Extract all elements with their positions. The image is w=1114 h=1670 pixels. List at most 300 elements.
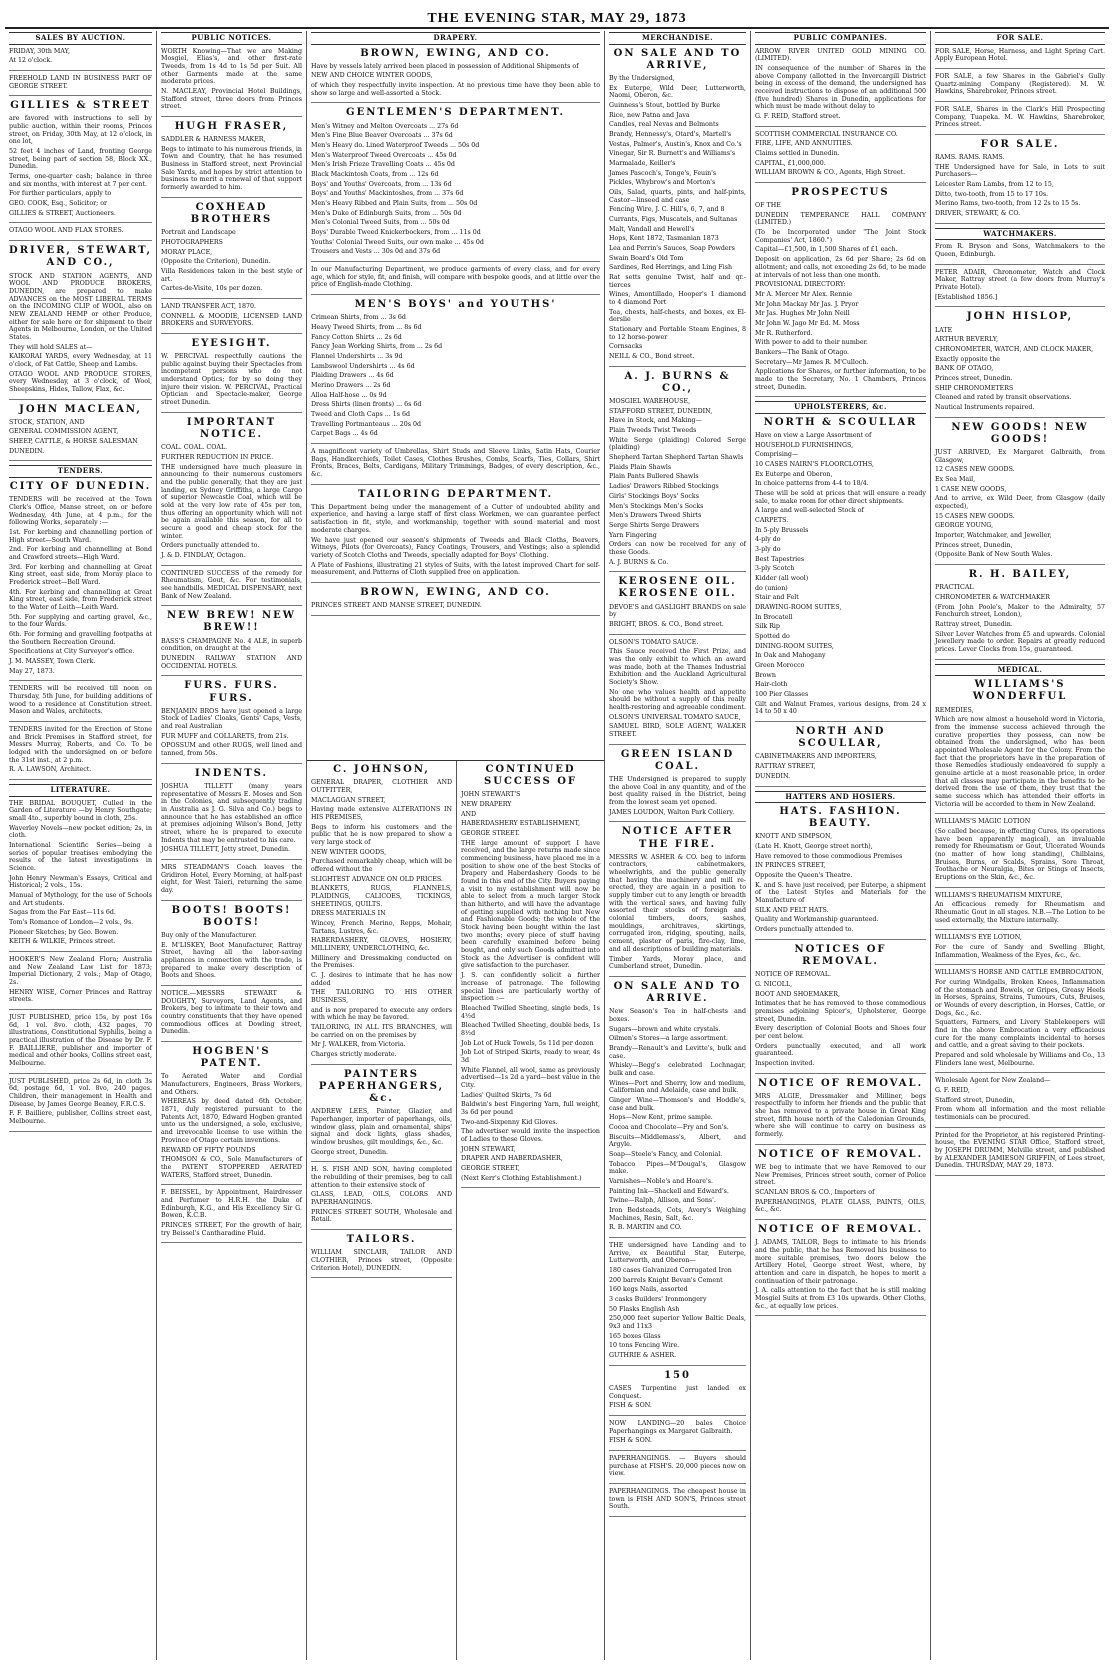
ad-headline: DRIVER, STEWART, AND CO., — [9, 245, 152, 269]
section-heading: FOR SALE. — [935, 32, 1105, 45]
ad-text-line: BASS'S CHAMPAGNE No. 4 ALE, in superb condition, on draught at the — [161, 637, 302, 653]
advertisement — [755, 1224, 926, 1316]
ad-text-line: Swain Board's Old Tom — [609, 254, 684, 262]
advertisement — [161, 417, 302, 566]
ad-text-line: J. & D. FINDLAY, Octagon. — [161, 551, 246, 559]
ad-headline: MEN'S BOYS' and YOUTHS' — [354, 299, 557, 311]
ad-text-line: KNOTT AND SIMPSON, — [755, 833, 833, 841]
advertisement — [609, 639, 746, 745]
ad-text-line: Mr R. Rutherford. — [755, 329, 813, 337]
ad-text-line: 160 kegs Nails, assorted — [609, 1286, 688, 1294]
ad-text-line: IN consequence of the number of Shares in the above Company (allotted in the Invercargill District being in excess of the demand, the undersigned has received instructions to dispose of an additional 500 (five hundred) Shares in Dunedin, applications for which must be made without delay to — [755, 64, 926, 111]
ad-text-line: 3rd. For kerbing and channelling at Great King street, east side, from Moray place to Frederick street—Bell Ward. — [9, 563, 152, 586]
ad-text-line: Men's Witney and Melton Overcoats ... 27s 6d — [311, 122, 459, 130]
ad-text-line: GLASS, LEAD, OILS, COLORS AND PAPERHANGINGS. — [311, 1191, 452, 1206]
ad-text-line: Whisky—Begg's celebrated Lochnagar, bulk and case. — [609, 1062, 746, 1077]
ad-text-line: (Opposite Bank of New South Wales. — [935, 551, 1053, 559]
advertisement — [935, 969, 1105, 1073]
ad-text-line: George street, Dunedin. — [311, 1148, 389, 1156]
ad-text-line: R. A. LAWSON, Architect. — [9, 766, 92, 774]
ad-text-line: PAPERHANGINGS. — Buyers should purchase at FISH'S. 20,000 pieces now on view. — [609, 1454, 746, 1478]
advertisement — [9, 245, 152, 399]
ad-text-line: 165 boxes Glass — [609, 1332, 661, 1340]
ad-text-line: NOTICE OF REMOVAL. — [755, 971, 831, 979]
ad-text-line: Varnishes—Noble's and Hoare's. — [609, 1177, 713, 1185]
ad-text-line: WILLIAMS'S RHEUMATISM MIXTURE, — [935, 891, 1063, 899]
ad-text-line: J. S. can confidently solicit a further increase of patronage. The following special lines are particularly worthy of inspection :— — [461, 972, 600, 1003]
advertisement — [935, 311, 1105, 417]
ad-text-line: SHEEP, CATTLE, & HORSE SALESMAN — [9, 438, 138, 446]
ad-text-line: THE Undersigned have for Sale, in Lots to suit Purchasers— — [935, 163, 1105, 179]
ad-text-line: By the Undersigned, — [609, 74, 675, 82]
ad-text-line: These will be sold at prices that will ensure a ready sale, to make room for other direct shipments. — [755, 489, 926, 505]
ad-text-line: 50 Flasks English Ash — [609, 1305, 680, 1313]
ad-text-line: BENJAMIN BROS have just opened a large Stock of Ladies' Cloaks, Gents' Caps, Vests, and real Australian — [161, 707, 302, 731]
ad-text-line: Ex Sea Mail, — [935, 475, 976, 483]
section-heading: UPHOLSTERERS, &c. — [755, 401, 926, 414]
ad-text-line: They will hold SALES at— — [9, 343, 93, 351]
ad-text-line: Have in Stock, and Making— — [609, 417, 702, 425]
ad-text-line: Silver Lever Watches from £5 and upwards. Colonial Jewellery made to order. Repairs at greatly reduced prices. Lever Clocks from 15s, guaranteed. — [935, 630, 1105, 653]
ad-text-line: 5th. For supplying and carting gravel, &c., to the four Wards. — [9, 613, 152, 629]
ad-text-line: Cleaned and rated by transit observations. — [935, 394, 1072, 402]
ad-text-line: 12 CASES NEW GOODS. — [935, 466, 1015, 474]
advertisement — [609, 749, 746, 823]
ad-text-line: Brown — [755, 671, 776, 679]
ad-text-line: MOSGIEL WAREHOUSE, — [609, 398, 691, 406]
ad-text-line: Having made extensive ALTERATIONS IN HIS PREMISES, — [311, 806, 452, 821]
ad-text-line: 1 CASE NEW GOODS, — [935, 485, 1007, 493]
advertisement — [935, 892, 1105, 931]
ad-text-line: Lea and Perrin's Sauces, Soap Powders — [609, 245, 735, 252]
ad-text-line: Shepherd Tartan Shepherd Tartan Shawls — [609, 454, 744, 462]
advertisement — [609, 1242, 746, 1366]
advertisement — [311, 299, 600, 444]
ad-text-line: Villa Residences taken in the best style of art. — [161, 267, 302, 283]
ad-text-line: Tweed and Cloth Caps ... 1s 6d — [311, 410, 411, 418]
ad-text-line: Wines, Amontillado, Hooper's 1 diamond to 4 diamond Port — [609, 291, 746, 307]
ad-text-line: NEILL & CO., Bond street. — [609, 353, 695, 361]
ad-text-line: James Pascoch's, Tonge's, Feuin's — [609, 169, 717, 177]
ad-text-line: NOW LANDING—20 bales Choice Paperhangings ex Margaret Galbraith. — [609, 1419, 746, 1435]
ad-headline: NORTH & SCOULLAR — [763, 416, 918, 428]
ad-text-line: Girls' Stockings Boys' Socks — [609, 492, 699, 500]
ad-text-line: Painting Ink—Shackell and Edward's. — [609, 1187, 729, 1195]
ad-text-line: WILLIAMS'S MAGIC LOTION — [935, 818, 1031, 826]
ad-text-line: For the cure of Sandy and Swelling Blight, Inflammation, Weakness of the Eyes, &c., &c. — [935, 943, 1105, 959]
ad-text-line: of which they respectfully invite inspection. At no previous time have they been able to show so large and well-assorted a Stock. — [311, 82, 600, 97]
section-heading: TENDERS. — [9, 465, 152, 478]
page-column — [751, 31, 931, 1660]
ad-text-line: 6th. For forming and gravelling footpaths at the Southern Recreation Ground. — [9, 630, 152, 646]
ad-text-line: PHOTOGRAPHERS — [161, 238, 223, 246]
section-heading: LITERATURE. — [9, 784, 152, 797]
ad-text-line: Wholesale Agent for New Zealand— — [935, 1077, 1051, 1085]
ad-text-line: Cornsacks — [609, 343, 643, 351]
ad-text-line: (From John Poole's, Maker to the Admiralty, 57 Fenchurch street, London), — [935, 603, 1105, 619]
advertisement — [935, 1077, 1105, 1127]
ad-text-line: OTAGO WOOL AND PRODUCE STORES, every Wednesday, at 3 o'clock, of Wool, Sheepskins, Hides, Tallow, Flax, &c. — [9, 370, 152, 393]
ad-text-line: THE undersigned have much pleasure in announcing to their numerous customers and the public generally, that they are just landing, ex Sydney Griffiths, a large Cargo of superior Newcastle Coal, which will be sold at the very low rate of 45s per ton, thus offering an opportunity which will not be again available this season, for all to secure a good and cheap stock for the winter. — [161, 463, 302, 540]
advertisement — [755, 417, 926, 722]
ad-text-line: Best Tapestries — [755, 555, 805, 563]
ad-text-line: Fancy Cotton Shirts ... 2s 6d — [311, 333, 402, 341]
advertisement — [609, 576, 746, 634]
ad-text-line: For further particulars, apply to — [9, 190, 112, 198]
ad-headline: PROSPECTUS — [791, 186, 890, 198]
ad-text-line: SLIGHTEST ADVANCE ON OLD PRICES. — [311, 875, 443, 883]
ad-text-line: Mr John W. Jago Mr Ed. M. Moss — [755, 319, 860, 327]
ad-headline: COXHEAD BROTHERS — [190, 201, 273, 225]
ad-text-line: FRIDAY, 30th MAY, — [9, 47, 70, 55]
ad-text-line: [Established 1856.] — [935, 293, 998, 301]
advertisement — [311, 1234, 452, 1278]
ad-headline: TAILORING DEPARTMENT. — [357, 488, 554, 500]
ad-text-line: CABINETMAKERS AND IMPORTERS, — [755, 753, 877, 761]
ad-text-line: Sugars—brown and white crystals. — [609, 1025, 721, 1033]
ad-headline: BROWN, EWING, AND CO. — [360, 586, 551, 598]
ad-text-line: Bleached Twilled Sheeting, double beds, 1s 8½d — [461, 1022, 600, 1037]
ad-text-line: THOMSON & CO., Sole Manufacturers of the PATENT STOPPERED AERATED WATERS, Stafford street, Dunedin. — [161, 1156, 302, 1179]
ad-text-line: G. F. REID, — [935, 1087, 970, 1095]
ad-text-line: No one who values health and appetite should be without a supply of this really health-restoring and agreeable condiment. — [609, 688, 746, 711]
ad-text-line: Rattray street, Dunedin. — [935, 620, 1013, 628]
ad-text-line: R. B. MARTIN and CO. — [609, 1224, 682, 1232]
page-column — [307, 31, 605, 761]
ad-text-line: JUST PUBLISHED, price 2s 6d, in cloth 3s 6d, postage 6d, 1 vol. 8vo, 240 pages. Children, their management in Health and Disease, by James George Beaney, F.R.C.S. — [9, 1077, 152, 1108]
ad-text-line: Marmalade, Keiller's — [609, 159, 676, 167]
ad-text-line: Portrait and Landscape — [161, 229, 236, 237]
ad-text-line: G. NICOLL, — [755, 980, 793, 988]
advertisement — [161, 202, 302, 299]
ad-text-line: THE Undersigned is prepared to supply the above Coal in any quantity, and of the best quality raised in the District, being from the lowest seam yet opened. — [609, 776, 746, 807]
section-heading: PUBLIC NOTICES. — [161, 32, 302, 45]
ad-text-line: Travelling Portmanteaus ... 20s 0d — [311, 420, 422, 428]
ad-text-line: REWARD OF FIFTY POUNDS — [161, 1146, 256, 1154]
ad-text-line: SADDLER & HARNESS MAKER, — [161, 136, 266, 144]
ad-text-line: DUNEDIN RAILWAY STATION AND OCCIDENTAL HOTELS. — [161, 654, 302, 670]
ad-text-line: E. M'LISKEY, Boot Manufacturer, Rattray Street, having all the labor-saving appliances in connection with the trade, is prepared to make every description of Boots and Shoes. — [161, 941, 302, 980]
ad-text-line: Hair-cloth — [755, 681, 788, 689]
ad-text-line: (Opposite the Criterion), Dunedin. — [161, 258, 271, 266]
ad-text-line: GENERAL DRAPER, CLOTHIER AND OUTFITTER, — [311, 779, 452, 794]
ad-text-line: A magnificent variety of Umbrellas, Shirt Studs and Sleeve Links, Satin Hats, Courier Bags, Handkerchiefs, Toilet Cases, Clothes Brushes, Combs, Scarfs, Ties, Collars, Shirt Fronts, Braces, Belts, Cardigans, Military Trimmings, Badges, of every description, &c., &c. — [311, 447, 600, 478]
ad-text-line: Claims settled in Dunedin. — [755, 149, 840, 157]
ad-headline: ON SALE AND TO ARRIVE, — [613, 47, 742, 71]
ad-text-line: To Aerated Water and Cordial Manufacturers, Engineers, Brass Workers, and Others. — [161, 1073, 302, 1096]
ad-text-line: Iron Bedsteads, Cots, Avery's Weighing Machines, Resin, Salt, &c. — [609, 1207, 746, 1222]
advertisement — [311, 587, 600, 616]
ad-headline: C. JOHNSON, — [333, 764, 430, 775]
ad-text-line: HOOKER'S New Zealand Flora; Australia and New Zealand Law List for 1873; Imperial Dictionary, 2 vols.; Map of Otago, 2s. — [9, 955, 152, 986]
ad-text-line: 3-ply do — [755, 546, 781, 554]
ad-text-line: Merino Drawers ... 2s 6d — [311, 381, 391, 389]
advertisement — [161, 990, 302, 1042]
advertisement — [935, 818, 1105, 887]
advertisement — [609, 981, 746, 1238]
ad-text-line: AND — [461, 810, 477, 818]
ad-text-line: Wincey, French Merino, Repps, Mohair, Tartans, Lustres, &c. — [311, 919, 452, 935]
ad-text-line: COAL. COAL. COAL. — [161, 444, 228, 452]
ad-text-line: Leicester Ram Lambs, from 12 to 15, — [935, 181, 1054, 189]
ad-text-line: 180 cases Galvanized Corrugated Iron — [609, 1267, 732, 1275]
ad-text-line: Tea, chests, half-chests, and boxes, ex El-derslie — [609, 308, 746, 324]
ad-text-line: PAPERHANGINGS. The cheapest house in town is FISH AND SON'S, Princes street South. — [609, 1487, 746, 1511]
advertisement — [755, 806, 926, 940]
ad-text-line: In Oak and Mahogany — [755, 652, 826, 660]
ad-headline: GENTLEMEN'S DEPARTMENT. — [346, 107, 565, 119]
ad-text-line: Have on view a Large Assortment of — [755, 431, 872, 439]
ad-text-line: ANDREW LEES, Painter, Glazier, and Paperhanger, importer of paperhangs, oils, window glass, plain and ornamental, ships' signal and dock lights, glass shades, window brushes, gilt mouldings, &c., &c. — [311, 1108, 452, 1146]
ad-text-line: Men's Heavy Ribbed and Plain Suits, from ... 50s 0d — [311, 199, 478, 207]
ad-text-line: FREEHOLD LAND IN BUSINESS PART OF GEORGE STREET. — [9, 74, 152, 90]
ad-headline: WILLIAMS'S WONDERFUL — [972, 679, 1068, 703]
ad-text-line: PRACTICAL — [935, 584, 974, 592]
ad-text-line: (So called because, in effecting Cures, its operations have been apparently magical), an invaluable remedy for Rheumatism or Gout, Ulcerated Wounds (no matter of how long standing), Chilblains, Bruises, Burns, or Scalds, Sprains, Sore Throat, Toothache or Neuralgia, Bites or Stings of Insects, Eruptions on the Skin, &c., &c. — [935, 827, 1105, 881]
advertisement — [161, 303, 302, 334]
ad-text-line: Two-and-Sixpenny Kid Gloves. — [461, 1118, 558, 1126]
ad-text-line: John Henry Newman's Essays, Critical and Historical; 2 vols., 15s. — [9, 874, 152, 890]
ad-text-line: Terms, one-quarter cash; balance in three and six months, with interest at 7 per cent. — [9, 173, 152, 188]
ad-text-line: Secretary—Mr James R. M'Culloch. — [755, 358, 869, 366]
ad-text-line: Waverley Novels—new pocket edition; 2s, in cloth. — [9, 824, 152, 840]
ad-text-line: Malt, Vandall and Hewell's — [609, 225, 695, 233]
advertisement — [935, 679, 1105, 814]
ad-text-line: Ditto, two-tooth, from 15 to 17 10s. — [935, 190, 1049, 198]
advertisement — [935, 1132, 1105, 1176]
ad-text-line: Begs to intimate to his numerous friends, in Town and Country, that he has resumed Business in Stafford street, next Provincial Sale Yards, and hopes by strict attention to business to merit a renewal of that support formerly awarded to him. — [161, 145, 302, 192]
ad-headline: GILLIES & STREET — [10, 100, 151, 112]
ad-text-line: are favored with instructions to sell by public auction, within their rooms, Princes street, on Friday, 30th May, at 12 o'clock, in one lot, — [9, 115, 152, 146]
advertisement — [161, 610, 302, 676]
section-heading: MERCHANDISE. — [609, 32, 746, 45]
ad-text-line: Bleached Twilled Sheeting, single beds, 1s 4½d — [461, 1004, 600, 1020]
ad-text-line: Black Mackintosh Coats, from ... 12s 6d — [311, 170, 439, 178]
ad-text-line: Prepared and sold wholesale by Williams and Co., 13 Flinders lane west, Melbourne. — [935, 1052, 1105, 1067]
ad-text-line: Oilmen's Stores—a large assortment. — [609, 1035, 728, 1043]
ad-text-line: International Scientific Series—being a series of popular treatises embodying the results of the latest investigations in Science. — [9, 841, 152, 872]
ad-text-line: Bankers—The Bank of Otago. — [755, 348, 850, 356]
ad-text-line: H. S. FISH AND SON, having completed the rebuilding of their premises, beg to call attention to their extensive stock of — [311, 1166, 452, 1189]
ad-text-line: KAIKORAI YARDS, every Wednesday, at 11 o'clock, of Fat Cattle, Sheep and Lambs. — [9, 353, 152, 368]
advertisement — [161, 121, 302, 198]
ad-text-line: 4-ply do — [755, 536, 781, 544]
ad-text-line: KEITH & WILKIE, Princes street. — [9, 938, 116, 946]
advertisement — [755, 131, 926, 183]
ad-text-line: Ladies' Drawers Ribbed Stockings — [609, 483, 719, 491]
ad-text-line: 1st. For kerbing and channelling portion of High street—South Ward. — [9, 528, 152, 544]
ad-headline: CITY OF DUNEDIN. — [9, 481, 152, 492]
advertisement — [9, 685, 152, 722]
ad-headline: NOTICES OF REMOVAL. — [794, 943, 887, 967]
ad-text-line: Lambswool Undershirts ... 4s 6d — [311, 362, 415, 370]
ad-text-line: Applications for Shares, or further information, to be made to the Secretary, No. 1 Chambers, Princes street, Dunedin. — [755, 368, 926, 391]
advertisement — [755, 187, 926, 397]
ad-text-line: Spotted do — [755, 633, 790, 641]
ad-text-line: J. A. calls attention to the fact that he is still making Mosgiel Suits at from £3 10s upwards. Other Cloths, &c., at equally low prices. — [755, 1287, 926, 1310]
ad-headline: PAINTERS PAPERHANGERS, &c. — [318, 1068, 445, 1105]
ad-headline: JOHN MACLEAN, — [19, 403, 142, 415]
ad-text-line: Soap—Steele's Fancy, and Colonial. — [609, 1150, 723, 1158]
ad-text-line: Youths' Colonial Tweed Suits, our own make ... 45s 0d — [311, 238, 484, 246]
ad-text-line: Begs to inform his customers and the public that he is now prepared to show a very large stock of — [311, 823, 452, 846]
advertisement — [935, 106, 1105, 135]
ad-text-line: Tobacco Pipes—M'Dougal's, Glasgow make. — [609, 1160, 746, 1176]
advertisement — [9, 956, 152, 1010]
ad-text-line: The advertiser would invite the inspection of Ladies to these Gloves. — [461, 1128, 600, 1143]
ad-headline: NOTICE OF REMOVAL. — [757, 1224, 924, 1235]
ad-text-line: DRAPER AND HABERDASHER, — [461, 1155, 563, 1163]
ad-text-line: FUR MUFF and COLLARETS, from 21s. — [161, 732, 289, 740]
ad-text-line: New Season's Tea in half-chests and boxes. — [609, 1008, 746, 1023]
ad-text-line: Kidder (all wool) — [755, 575, 809, 583]
ad-text-line: LAND TRANSFER ACT, 1870. — [161, 302, 256, 310]
advertisement — [9, 100, 152, 223]
ad-text-line: OF THE — [755, 202, 781, 210]
advertisement — [935, 243, 1105, 264]
ad-text-line: SCANLAN BROS & CO., Importers of — [755, 1188, 875, 1196]
ad-text-line: This Department being under the management of a Cutter of undoubted ability and experience, and having a large staff of first class Workmen, we can guarantee perfect satisfaction in fit, style, and workmanship, together with sound material and most moderate charges. — [311, 503, 600, 534]
ad-text-line: Rat setts genuine Twist, half and qr.-tierces — [609, 274, 746, 289]
ad-text-line: JUST PUBLISHED, price 15s, by post 16s 6d, 1 vol. 8vo. cloth, 432 pages, 70 illustrations, Constitutional Syphilis, being a practical illustration of the Disease by Dr. F. F. BAILLIERE, publisher and importer of medical and other books, Collins street east, Melbourne. — [9, 1014, 152, 1068]
ad-text-line: Ex Euterpe and Oberon, — [755, 470, 833, 478]
ad-text-line: Ex Euterpe, Wild Deer, Lutterworth, Naomi, Oberon, &c. — [609, 84, 746, 100]
ad-text-line: DUNEDIN. — [9, 447, 45, 455]
advertisement — [609, 48, 746, 367]
ad-text-line: Vinegar, Sir R. Burnett's and Williams's — [609, 150, 736, 158]
ad-text-line: RATTRAY STREET, — [755, 763, 816, 771]
ad-text-line: F. BEISSEL, by Appointment, Hairdresser and Perfumer to H.R.H. the Duke of Edinburgh, K.G., and His Excellency Sir G. Bowen, K.C.B. — [161, 1189, 302, 1220]
ad-text-line: White Serge (plaiding) Colored Serge (plaiding) — [609, 436, 746, 452]
ad-text-line: Plaiding Drawers ... 4s 6d — [311, 372, 394, 380]
ad-text-line: WILLIAM SINCLAIR, TAILOR AND CLOTHIER, Princes street, (Opposite Criterion Hotel), DUNEDIN. — [311, 1249, 452, 1272]
ad-text-line: and is now prepared to execute any orders with which he may be favored. — [311, 1006, 452, 1022]
ad-text-line: F. F. Bailliere, publisher, Collins street east, Melbourne. — [9, 1110, 152, 1126]
ad-text-line: Boys' and Youths' Overcoats, from ... 13s 6d — [311, 180, 452, 188]
page-column — [457, 761, 605, 1660]
ad-text-line: HABERDASHERY, GLOVES, HOSIERY, MILLINERY, UNDERCLOTHING, &c. — [311, 937, 452, 952]
ad-text-line: Fencing Wire, J. C. Hill's, 6, 7, and 8 — [609, 206, 725, 214]
ad-text-line: NOTICE.—MESSRS STEWART & DOUGHTY, Surveyors, Land Agents, and Brokers, beg to intimate to their town and country constituents that they have opened commodious offices at Dowling street, Dunedin. — [161, 990, 302, 1036]
ad-text-line: Opposite the Queen's Theatre. — [755, 872, 853, 880]
page-column — [605, 31, 751, 1660]
ad-text-line: THE undersigned have Landing and to Arrive, ex Beautiful Star, Euterpe, Lutterworth, and Oberon— — [609, 1242, 746, 1265]
advertisement — [9, 75, 152, 96]
ad-headline: NORTH AND SCOULLAR, — [795, 726, 886, 750]
ad-text-line: GEORGE YOUNG, — [935, 522, 994, 530]
ad-text-line: MRS ALGIE, Dressmaker and Milliner, begs respectfully to inform her friends and the public that she has removed to a private house in Great King street, fifth house north of the Caledonian Grounds, where she will continue to carry on business as formerly. — [755, 1092, 926, 1139]
advertisement — [311, 489, 600, 583]
ad-text-line: 10 tons Fencing Wire. — [609, 1342, 680, 1350]
ad-text-line: Oils, Salad, quarts, pints, and half-pints, Castor—linseed and case — [609, 188, 746, 204]
ad-text-line: Mr John Mackay Mr Jas. J. Pryor — [755, 300, 859, 308]
ad-text-line: Have removed to those commodious Premises — [755, 852, 903, 860]
ad-text-line: FISH & SON. — [609, 1437, 652, 1445]
ad-text-line: DUNEDIN. — [755, 772, 791, 780]
advertisement — [9, 48, 152, 71]
ad-text-line: Trousers and Vests ... 30s 0d and 37s 6d — [311, 248, 441, 256]
ad-text-line: ARROW RIVER UNITED GOLD MINING CO. (LIMITED). — [755, 47, 926, 63]
ad-text-line: DUNEDIN TEMPERANCE HALL COMPANY (LIMITED.) — [755, 211, 926, 227]
advertisement — [161, 338, 302, 413]
ad-text-line: 100 Pier Glasses — [755, 691, 809, 699]
section-heading: SALES BY AUCTION. — [9, 32, 152, 45]
ad-headline: FOR SALE. — [980, 138, 1060, 150]
ad-text-line: Intimates that he has removed to those commodious premises adjoining Spicer's, Upholsterer, George street, Dunedin. — [755, 1000, 926, 1023]
ad-text-line: Flannel Undershirts ... 3s 9d — [311, 352, 403, 360]
ad-text-line: A large and well-selected Stock of — [755, 507, 864, 515]
ad-text-line: OLSON'S UNIVERSAL TOMATO SAUCE, — [609, 713, 741, 721]
ad-text-line: Millinery and Dressmaking conducted on the Premises. — [311, 954, 452, 970]
ad-text-line: Carpet Bags ... 4s 6d — [311, 430, 378, 438]
advertisement — [311, 266, 600, 295]
ad-text-line: Buy only of the Manufacturer. — [161, 932, 257, 940]
ad-text-line: J. ADAMS, TAILOR, Begs to intimate to his friends and the public, that he has Removed his business to more suitable premises, two doors below the Artillery Hotel, George street West, where, by attention and care in dispatch, he hopes to merit a continuation of their patronage. — [755, 1239, 926, 1285]
ad-text-line: HENRY WISE, Corner Princes and Rattray streets. — [9, 988, 152, 1004]
ad-text-line: Job Lot of Huck Towels, 5s 11d per dozen — [461, 1039, 594, 1047]
advertisement — [311, 764, 452, 1065]
ad-text-line: SAMUEL BIRD, SOLE AGENT, WALKER STREET. — [609, 723, 746, 738]
ad-text-line: FOR SALE, Shares in the Clark's Hill Prospecting Company, Tuapeka. M. W. Hawkins, Sharebroker, Princes street. — [935, 105, 1105, 129]
ad-text-line: FURTHER REDUCTION IN PRICE. — [161, 453, 274, 461]
advertisement — [9, 726, 152, 780]
ad-text-line: Twine—Ralph, Allison, and Sons'. — [609, 1197, 716, 1205]
ad-text-line: Fancy Jean Working Shirts, from ... 2s 6d — [311, 343, 443, 351]
ad-text-line: Dress Shirts (linen fronts) ... 6s 6d — [311, 401, 422, 409]
advertisement — [935, 269, 1105, 308]
ad-text-line: PRINCES STREET SOUTH, Wholesale and Retail. — [311, 1208, 452, 1224]
ad-text-line: Men's Heavy do. Lined Waterproof Tweeds ... 50s 0d — [311, 141, 480, 149]
ad-text-line: DRAWING-ROOM SUITES, — [755, 604, 842, 612]
ad-text-line: For curing Windgalls, Broken Knees, Inflammation of the stomach and Bowels, or Gripes, Greasy Heels in Horses, Sprains, Strains, Tumours, Cuts, Bruises, or Wounds of every description, in Horses, Cattle, or Dogs, &c., &c. — [935, 978, 1105, 1017]
ad-text-line: JAMES LOUDON, Walton Park Colliery. — [609, 808, 735, 816]
ad-text-line: GILLIES & STREET, Auctioneers. — [9, 209, 116, 217]
ad-text-line: In our Manufacturing Department, we produce garments of every class, and for every age, which for style, fit, and finish, will compare with bespoke goods, and at little over the price of English-made Clothing. — [311, 266, 600, 289]
ad-text-line: WILLIAMS'S EYE LOTION, — [935, 934, 1022, 942]
ad-text-line: Orders can now be received for any of these Goods. — [609, 541, 746, 556]
ad-text-line: Boys' Durable Tweed Knickerbockers, from ... 11s 0d — [311, 228, 481, 236]
ad-text-line: Men's Duke of Edinburgh Suits, from ... 50s 0d — [311, 209, 462, 217]
advertisement — [935, 139, 1105, 224]
section-heading: DRAPERY. — [311, 32, 600, 45]
ad-text-line: BLANKETS, RUGS, FLANNELS, PLAIDINGS, CALICOES, TICKINGS, SHEETINGS, QUILTS. — [311, 885, 452, 908]
advertisement — [609, 371, 746, 572]
ad-text-line: From R. Bryson and Sons, Watchmakers to the Queen, Edinburgh. — [935, 243, 1105, 258]
advertisement — [9, 227, 152, 241]
ad-text-line: DRIVER, STEWART, & CO. — [935, 210, 1021, 218]
ad-text-line: REMEDIES, — [935, 706, 974, 714]
ad-text-line: LATE — [935, 326, 953, 334]
ad-text-line: Rice, new Patna and Java — [609, 111, 690, 119]
ad-text-line: CASES Turpentine just landed ex Conquest. — [609, 1384, 746, 1400]
advertisement — [161, 864, 302, 901]
newspaper-page — [5, 5, 1109, 1660]
ad-text-line: Squatters, Farmers, and Livery Stablekeepers will find in the above Embrocation a very efficacious cure for the many complaints incidental to horses and cattle, and a great saving to their pockets. — [935, 1019, 1105, 1050]
ad-text-line: In choice patterns from 4-4 to 18/4. — [755, 480, 869, 488]
ad-text-line: Men's Waterproof Tweed Overcoats ... 45s 0d — [311, 151, 457, 159]
advertisement — [161, 570, 302, 607]
advertisement — [935, 48, 1105, 69]
ad-text-line: Pickles, Whybrow's and Morton's — [609, 179, 716, 187]
ad-text-line: 200 barrels Knight Bevan's Cement — [609, 1276, 723, 1284]
ad-text-line: Boys' and Youths' Mackintoshes, from ... 37s 6d — [311, 190, 464, 198]
ad-text-line: OPOSSUM and other RUGS, well lined and tanned, from 50s. — [161, 742, 302, 758]
ad-headline: JOHN HISLOP, — [966, 311, 1074, 323]
ad-text-line: With power to add to their number. — [755, 339, 868, 347]
ad-text-line: GEORGE STREET, — [461, 1164, 520, 1172]
ad-headline: BROWN, EWING, AND CO. — [360, 47, 551, 59]
ad-text-line: Heavy Tweed Shirts, from ... 8s 6d — [311, 323, 422, 331]
